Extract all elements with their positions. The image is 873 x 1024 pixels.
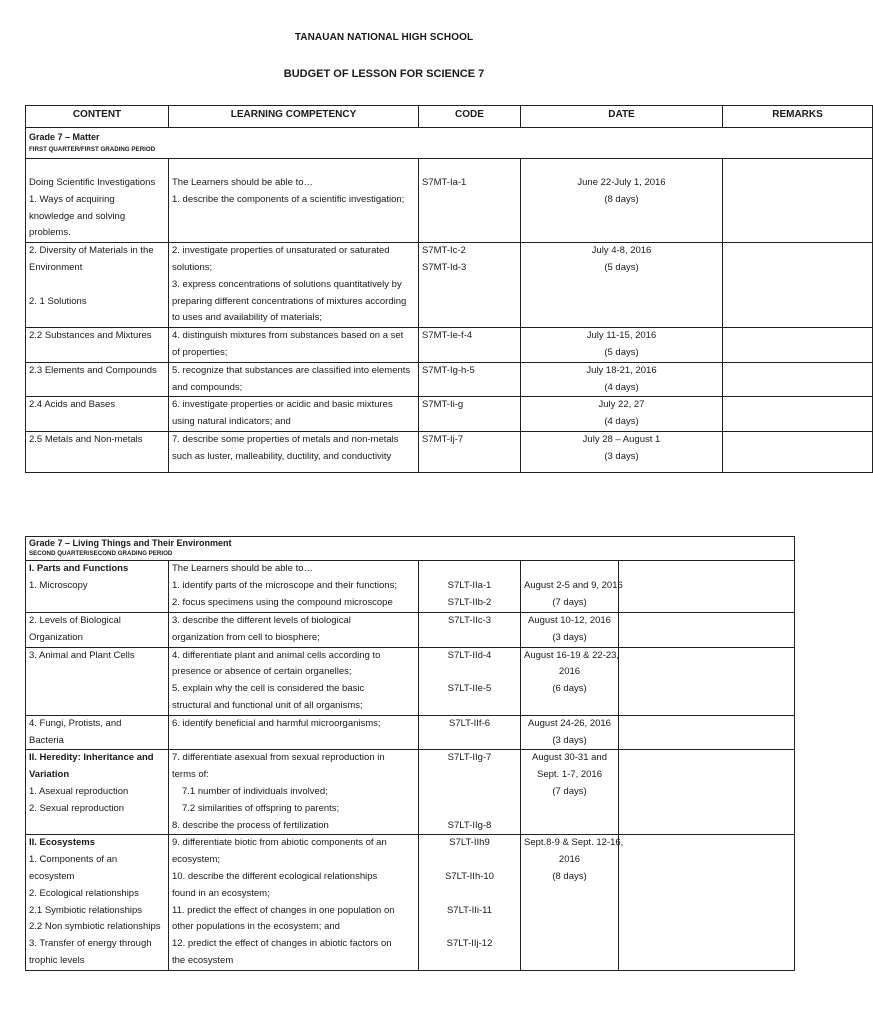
code-cell <box>419 397 521 432</box>
content-line: 1. Asexual reproduction <box>29 785 129 797</box>
competency-line: 8. describe the process of fertilization <box>172 819 329 831</box>
code-line: S7LT-IIg-8 <box>447 819 492 831</box>
content-line: problems. <box>29 227 71 239</box>
content-line: II. Heredity: Inheritance and <box>29 752 154 764</box>
date-line: July 22, 27 <box>598 399 645 411</box>
content-line: 1. Microscopy <box>29 579 88 591</box>
competency-cell <box>169 561 419 613</box>
content-line: Organization <box>29 631 83 643</box>
date-line: August 16-19 & 22-23, <box>524 649 620 661</box>
competency-line: 4. differentiate plant and animal cells according to <box>172 649 381 661</box>
header-row <box>26 106 873 128</box>
date-cell <box>521 835 624 970</box>
date-line: August 24-26, 2016 <box>528 717 611 729</box>
quarter2-table <box>25 536 795 971</box>
competency-line: 2. focus specimens using the compound microscope <box>172 596 393 608</box>
content-cell <box>26 431 169 472</box>
content-line: 2.1 Symbiotic relationships <box>29 904 142 916</box>
code-line: S7LT-IIf-6 <box>448 717 490 729</box>
code-line: S7LT-IIh9 <box>449 837 490 849</box>
content-line: Bacteria <box>29 734 64 746</box>
quarter1-rows <box>26 159 873 473</box>
competency-line: 6. identify beneficial and harmful microorganisms; <box>172 717 381 729</box>
competency-line: presence or absence of certain organelles; <box>172 666 352 678</box>
code-line <box>422 852 517 869</box>
competency-line: 7. describe some properties of metals and non-metals <box>172 433 399 445</box>
content-line: 2. Sexual reproduction <box>29 802 125 814</box>
content-cell <box>26 750 169 835</box>
code-line <box>422 886 517 903</box>
code-line: S7MT-Ig-h-5 <box>422 364 475 376</box>
competency-cell <box>169 362 419 397</box>
code-cell <box>419 243 521 328</box>
competency-cell <box>169 328 419 363</box>
date-line: 2016 <box>558 854 581 866</box>
code-line: S7LT-IIe-5 <box>447 683 492 695</box>
code-line: S7MT-Ic-2 <box>422 245 466 257</box>
date-line: August 10-12, 2016 <box>528 615 611 626</box>
content-line: Variation <box>29 769 70 781</box>
table-row <box>26 561 795 613</box>
date-cell <box>521 243 723 328</box>
table-row <box>26 328 873 363</box>
content-line: 3. Transfer of energy through <box>29 938 152 950</box>
section-row <box>26 128 873 159</box>
content-line: II. Ecosystems <box>29 837 96 849</box>
code-line: S7MT-Ie-f-4 <box>422 330 473 342</box>
content-line: 2.4 Acids and Bases <box>29 399 116 411</box>
date-cell <box>521 613 619 648</box>
content-cell <box>26 397 169 432</box>
code-cell <box>419 750 521 835</box>
table-row <box>26 362 873 397</box>
code-cell <box>419 159 521 243</box>
content-line: 4. Fungi, Protists, and <box>29 717 122 729</box>
competency-cell <box>169 750 419 835</box>
date-line: (8 days) <box>552 870 587 882</box>
remarks-cell <box>723 431 873 472</box>
content-line: 1. Ways of acquiring <box>29 193 115 205</box>
code-cell <box>419 328 521 363</box>
code-line <box>422 664 517 681</box>
competency-line: 5. recognize that substances are classified into elements <box>172 364 411 376</box>
content-cell <box>26 159 169 243</box>
competency-line: 11. predict the effect of changes in one population on <box>172 904 395 916</box>
competency-line: other populations in the ecosystem; and <box>172 921 340 933</box>
content-line: ecosystem <box>29 870 75 882</box>
competency-line: 3. describe the different levels of biological <box>172 615 351 626</box>
competency-line: and compounds; <box>172 381 243 393</box>
competency-line: preparing different concentrations of mixtures according <box>172 295 407 307</box>
remarks-cell <box>723 159 873 243</box>
col-header-competency: LEARNING COMPETENCY <box>169 106 419 128</box>
content-line: knowledge and solving <box>29 210 126 222</box>
competency-cell <box>169 431 419 472</box>
date-line: (6 days) <box>552 683 587 695</box>
content-line: 2.5 Metals and Non-metals <box>29 433 143 445</box>
date-line: (3 days) <box>552 631 587 643</box>
code-line: S7LT-IIi-11 <box>446 904 493 916</box>
content-line: 2.3 Elements and Compounds <box>29 364 157 376</box>
content-cell <box>26 835 169 970</box>
competency-line: 7.2 similarities of offspring to parents; <box>182 802 340 814</box>
date-cell <box>521 159 723 243</box>
section-period: FIRST QUARTER/FIRST GRADING PERIOD <box>29 146 156 153</box>
content-cell <box>26 561 169 613</box>
competency-line: 1. describe the components of a scientific investigation; <box>172 193 405 205</box>
content-line: Doing Scientific Investigations <box>29 177 156 188</box>
content-cell <box>26 243 169 328</box>
content-line: 2. Levels of Biological <box>29 615 121 626</box>
date-line: (7 days) <box>552 785 587 797</box>
date-line: (8 days) <box>604 193 639 205</box>
date-line: August 30-31 and <box>531 752 607 764</box>
competency-cell <box>169 397 419 432</box>
date-cell <box>521 328 723 363</box>
remarks-cell <box>619 750 795 835</box>
code-line: S7LT-IIg-7 <box>447 752 492 764</box>
code-cell <box>419 561 521 613</box>
competency-line: structural and functional unit of all organisms; <box>172 699 363 711</box>
date-line: (4 days) <box>604 416 639 428</box>
competency-line: 6. investigate properties or acidic and basic mixtures <box>172 399 393 411</box>
date-line: Sept. 1-7, 2016 <box>537 769 602 781</box>
remarks-cell <box>619 561 795 613</box>
competency-line: The Learners should be able to… <box>172 563 314 574</box>
content-line: 3. Animal and Plant Cells <box>29 649 135 661</box>
competency-line: ecosystem; <box>172 854 221 866</box>
date-line: July 28 – August 1 <box>582 433 661 445</box>
content-cell <box>26 613 169 648</box>
date-cell <box>521 647 619 715</box>
quarter1-table <box>25 105 873 473</box>
competency-line: using natural indicators; and <box>172 416 291 428</box>
code-cell <box>419 647 521 715</box>
date-line: Sept.8-9 & Sept. 12-16, <box>524 837 624 849</box>
competency-line: 3. express concentrations of solutions quantitatively by <box>172 278 402 290</box>
competency-line: 9. differentiate biotic from abiotic components of an <box>172 837 387 849</box>
content-line: 2.2 Substances and Mixtures <box>29 330 152 342</box>
competency-cell <box>169 835 419 970</box>
code-cell <box>419 362 521 397</box>
competency-line: 7.1 number of individuals involved; <box>182 785 328 797</box>
table-row <box>26 750 795 835</box>
content-cell <box>26 328 169 363</box>
content-cell <box>26 647 169 715</box>
table-row <box>26 613 795 648</box>
col-header-content: CONTENT <box>26 106 169 128</box>
competency-line: terms of: <box>172 769 209 781</box>
content-line: 2. Diversity of Materials in the <box>29 245 154 257</box>
code-line: S7LT-IIb-2 <box>447 596 492 608</box>
content-line: I. Parts and Functions <box>29 563 129 574</box>
content-line: Environment <box>29 261 83 273</box>
competency-line: 5. explain why the cell is considered the basic <box>172 683 365 695</box>
code-line: S7LT-IIj-12 <box>446 938 493 950</box>
code-line <box>422 801 517 818</box>
code-line: S7LT-IIc-3 <box>447 615 492 626</box>
table-row <box>26 397 873 432</box>
competency-cell <box>169 159 419 243</box>
table-row <box>26 647 795 715</box>
remarks-cell <box>723 362 873 397</box>
content-line: trophic levels <box>29 954 85 966</box>
competency-line: such as luster, malleability, ductility, and conductivity <box>172 450 392 462</box>
content-line <box>29 277 165 294</box>
code-line: S7MT-Ia-1 <box>422 177 467 188</box>
code-line <box>422 919 517 936</box>
code-line: S7LT-IId-4 <box>447 649 492 661</box>
remarks-cell <box>619 715 795 750</box>
date-cell <box>521 750 619 835</box>
content-line: 2. 1 Solutions <box>29 295 87 307</box>
code-cell <box>419 613 521 648</box>
remarks-cell <box>723 243 873 328</box>
code-line: S7MT-Id-3 <box>422 261 467 273</box>
competency-line: The Learners should be able to… <box>172 177 314 188</box>
content-line: 2.2 Non symbiotic relationships <box>29 921 161 933</box>
code-line <box>422 767 517 784</box>
competency-line: of properties; <box>172 346 228 358</box>
date-cell <box>521 431 723 472</box>
competency-line: found in an ecosystem; <box>172 887 270 899</box>
date-cell <box>521 561 623 613</box>
remarks-cell <box>619 647 795 715</box>
competency-cell <box>169 613 419 648</box>
date-line: June 22-July 1, 2016 <box>577 177 666 188</box>
section-period: SECOND QUARTER/SECOND GRADING PERIOD <box>29 550 173 557</box>
section-title: Grade 7 – Living Things and Their Environment <box>29 538 232 548</box>
remarks-cell <box>723 328 873 363</box>
competency-line: 2. investigate properties of unsaturated or saturated <box>172 245 390 257</box>
code-line <box>422 561 517 578</box>
code-line: S7MT-Ij-7 <box>422 433 464 445</box>
col-header-remarks: REMARKS <box>723 106 873 128</box>
competency-line: 12. predict the effect of changes in abiotic factors on <box>172 938 392 950</box>
remarks-cell <box>723 397 873 432</box>
competency-line: 1. identify parts of the microscope and their functions; <box>172 579 397 591</box>
content-cell <box>26 715 169 750</box>
content-line: 2. Ecological relationships <box>29 887 139 899</box>
code-cell <box>419 835 521 970</box>
date-line: July 11-15, 2016 <box>586 330 657 342</box>
competency-line: 10. describe the different ecological relationships <box>172 870 378 882</box>
competency-line: the ecosystem <box>172 954 234 966</box>
date-line: August 2-5 and 9, 2016 <box>524 579 623 591</box>
remarks-cell <box>619 835 795 970</box>
date-line: July 18-21, 2016 <box>586 364 657 376</box>
code-line: S7LT-IIa-1 <box>447 579 492 591</box>
section-row <box>26 537 795 561</box>
table-row <box>26 243 873 328</box>
date-line: (7 days) <box>552 596 587 608</box>
quarter2-rows <box>26 561 795 971</box>
competency-line: 7. differentiate asexual from sexual reproduction in <box>172 752 385 764</box>
date-line: (5 days) <box>604 346 639 358</box>
competency-line: solutions; <box>172 261 213 273</box>
col-header-date: DATE <box>521 106 723 128</box>
competency-cell <box>169 647 419 715</box>
table-row <box>26 159 873 243</box>
col-header-code: CODE <box>419 106 521 128</box>
date-line: 2016 <box>558 666 581 678</box>
date-line: July 4-8, 2016 <box>591 245 652 257</box>
content-cell <box>26 362 169 397</box>
competency-line: to uses and availability of materials; <box>172 312 322 324</box>
code-line <box>422 784 517 801</box>
competency-cell <box>169 715 419 750</box>
section-title: Grade 7 – Matter <box>29 132 100 142</box>
school-name: TANAUAN NATIONAL HIGH SCHOOL <box>294 32 474 43</box>
date-line: (5 days) <box>604 261 639 273</box>
code-cell <box>419 715 521 750</box>
date-line: (3 days) <box>604 450 639 462</box>
document-title: BUDGET OF LESSON FOR SCIENCE 7 <box>283 68 485 80</box>
table-row <box>26 715 795 750</box>
competency-line: organization from cell to biosphere; <box>172 631 320 643</box>
table-row <box>26 431 873 472</box>
code-line: S7MT-Ii-g <box>422 399 464 411</box>
date-cell <box>521 362 723 397</box>
competency-cell <box>169 243 419 328</box>
date-cell <box>521 715 619 750</box>
date-line: (4 days) <box>604 381 639 393</box>
date-line <box>524 561 615 578</box>
competency-line: 4. distinguish mixtures from substances based on a set <box>172 330 404 342</box>
remarks-cell <box>619 613 795 648</box>
date-line: (3 days) <box>552 734 587 746</box>
code-cell <box>419 431 521 472</box>
date-cell <box>521 397 723 432</box>
table-row <box>26 835 795 970</box>
content-line: 1. Components of an <box>29 854 118 866</box>
code-line: S7LT-IIh-10 <box>445 870 494 882</box>
